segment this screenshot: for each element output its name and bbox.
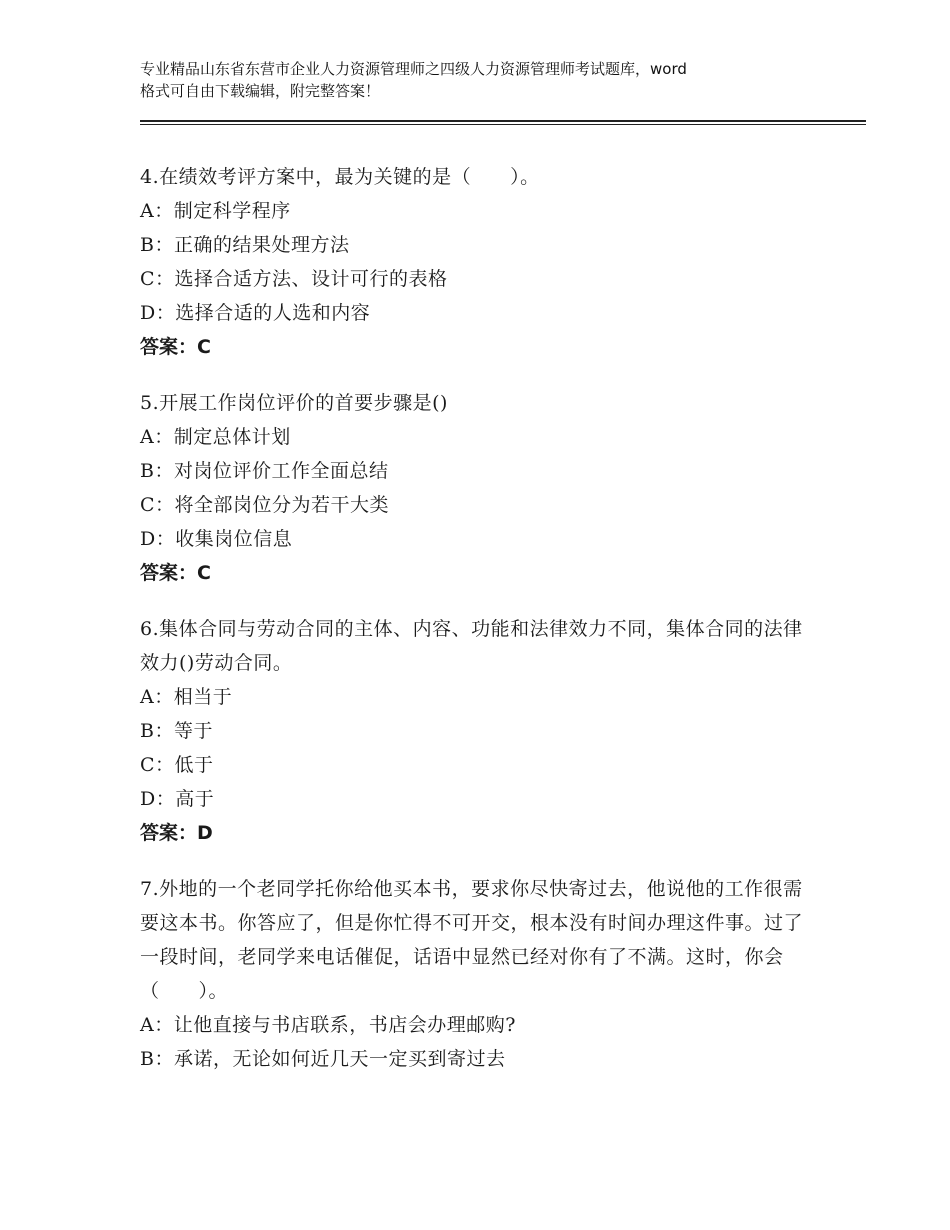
answer-label: 答案：C (140, 336, 211, 358)
question-5 (140, 386, 820, 590)
option-b: B：正确的结果处理方法 (140, 234, 350, 256)
option-c: C：选择合适方法、设计可行的表格 (140, 268, 448, 290)
option-a: A：相当于 (140, 686, 233, 708)
answer-label: 答案：D (140, 822, 213, 844)
question-stem: 7.外地的一个老同学托你给他买本书，要求你尽快寄过去，他说他的工作很需要这本书。你答应了，但是你忙得不可开交，根本没有时间办理这件事。过了一段时间，老同学来电话催促，话语中显然已经对你有了不满。这时，你会（ ）。 (140, 878, 804, 1002)
option-d: D：选择合适的人选和内容 (140, 302, 371, 324)
question-stem: 5.开展工作岗位评价的首要步骤是() (140, 392, 448, 414)
option-d: D：收集岗位信息 (140, 528, 293, 550)
question-7 (140, 872, 820, 1076)
option-a: A：制定总体计划 (140, 426, 291, 448)
answer-label: 答案：C (140, 562, 211, 584)
option-c: C：低于 (140, 754, 214, 776)
header-divider-thin (140, 124, 866, 125)
option-d: D：高于 (140, 788, 215, 810)
option-a: A：制定科学程序 (140, 200, 291, 222)
question-stem: 6.集体合同与劳动合同的主体、内容、功能和法律效力不同，集体合同的法律效力()劳动合同。 (140, 618, 803, 674)
question-list (140, 160, 820, 1098)
option-b: B：等于 (140, 720, 213, 742)
question-4 (140, 160, 820, 364)
question-stem: 4.在绩效考评方案中，最为关键的是（ ）。 (140, 166, 540, 188)
option-b: B：对岗位评价工作全面总结 (140, 460, 389, 482)
option-c: C：将全部岗位分为若干大类 (140, 494, 390, 516)
document-header: 专业精品山东省东营市企业人力资源管理师之四级人力资源管理师考试题库，word 格式可自由下载编辑，附完整答案！ (140, 60, 687, 100)
option-b: B：承诺，无论如何近几天一定买到寄过去 (140, 1048, 506, 1070)
question-6 (140, 612, 820, 850)
header-divider-thick (140, 120, 866, 122)
option-a: A：让他直接与书店联系，书店会办理邮购? (140, 1014, 516, 1036)
